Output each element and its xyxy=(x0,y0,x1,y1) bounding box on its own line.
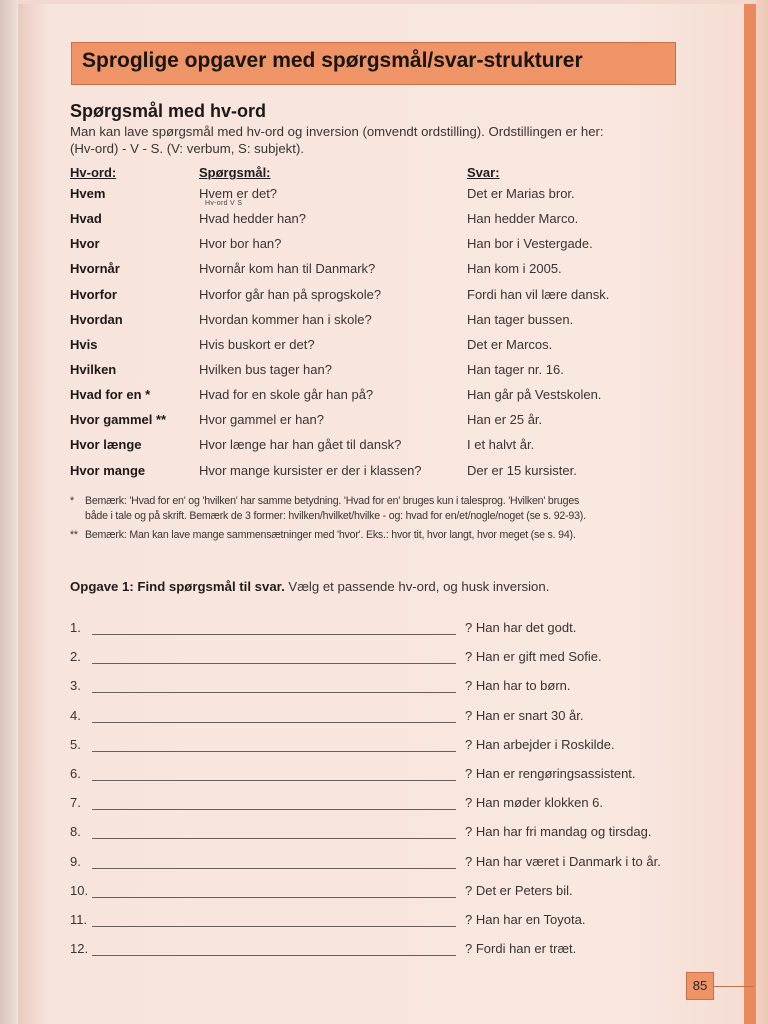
word-order-subscript: Hv-ord V S xyxy=(205,200,243,207)
answer-cell: I et halvt år. xyxy=(467,437,535,452)
page-number-rule xyxy=(714,986,754,987)
answer-blank-line[interactable] xyxy=(92,663,456,664)
table-row xyxy=(0,337,768,359)
task-heading xyxy=(70,579,549,594)
table-row xyxy=(0,236,768,258)
exercise-answer: ? Han er gift med Sofie. xyxy=(465,649,602,665)
exercise-number: 8. xyxy=(70,824,81,840)
answer-cell: Det er Marias bror. xyxy=(467,186,575,201)
exercise-answer: ? Han er snart 30 år. xyxy=(465,707,584,723)
answer-blank-line[interactable] xyxy=(92,634,456,635)
answer-cell: Han tager bussen. xyxy=(467,312,574,327)
question-cell: Hvis buskort er det? xyxy=(199,337,315,352)
answer-cell: Han går på Vestskolen. xyxy=(467,387,602,402)
intro-text xyxy=(70,123,680,157)
exercise-number: 5. xyxy=(70,736,81,752)
exercise-answer: ? Han har været i Danmark i to år. xyxy=(465,853,661,869)
answer-cell: Han bor i Vestergade. xyxy=(467,236,593,251)
answer-blank-line[interactable] xyxy=(92,780,456,781)
note-2 xyxy=(70,528,680,543)
question-cell: Hvor gammel er han? xyxy=(199,412,324,427)
exercise-answer: ? Han har to børn. xyxy=(465,678,571,694)
question-cell: Hvad for en skole går han på? xyxy=(199,387,374,402)
note-2-line-1: Bemærk: Man kan lave mange sammensætninger med 'hvor'. Eks.: hvor tit, hvor langt, hvor meget (se s. 94). xyxy=(85,529,576,541)
answer-blank-line[interactable] xyxy=(92,868,456,869)
table-row xyxy=(0,261,768,283)
exercise-answer: ? Han møder klokken 6. xyxy=(465,795,604,811)
question-cell: Hvorfor går han på sprogskole? xyxy=(199,287,382,302)
exercise-answer: ? Han har en Toyota. xyxy=(465,912,586,927)
answer-blank-line[interactable] xyxy=(92,692,456,693)
hv-word-cell: Hvis xyxy=(70,337,98,352)
question-cell: Hvem er det? xyxy=(199,186,278,201)
exercise-row xyxy=(0,941,768,963)
exercise-answer: ? Han arbejder i Roskilde. xyxy=(465,736,615,752)
table-row xyxy=(0,362,768,384)
note-2-mark: ** xyxy=(70,529,78,541)
answer-blank-line[interactable] xyxy=(92,897,456,898)
hv-word-cell: Hvad xyxy=(70,211,102,226)
page-title: Sproglige opgaver med spørgsmål/svar-strukturer xyxy=(82,49,583,72)
answer-cell: Han tager nr. 16. xyxy=(467,362,564,377)
exercise-row xyxy=(0,620,768,642)
table-row xyxy=(0,412,768,434)
hv-word-cell: Hvorfor xyxy=(70,287,117,302)
hv-word-cell: Hvilken xyxy=(70,362,117,377)
exercise-number: 11. xyxy=(70,912,88,927)
exercise-row xyxy=(0,678,768,700)
answer-cell: Han hedder Marco. xyxy=(467,211,579,226)
task-label: Opgave 1: Find spørgsmål til svar. xyxy=(70,579,285,594)
question-cell: Hvad hedder han? xyxy=(199,211,306,226)
exercise-row xyxy=(0,824,768,846)
column-header-answer: Svar: xyxy=(467,165,500,180)
exercise-row xyxy=(0,912,768,934)
question-cell: Hvor bor han? xyxy=(199,236,282,251)
hv-word-cell: Hvor mange xyxy=(70,463,146,478)
column-header-hv-ord: Hv-ord: xyxy=(70,165,117,180)
question-cell: Hvornår kom han til Danmark? xyxy=(199,261,376,276)
exercise-answer: ? Han er rengøringsassistent. xyxy=(465,766,636,781)
table-row xyxy=(0,463,768,485)
question-cell: Hvilken bus tager han? xyxy=(199,362,332,377)
table-row xyxy=(0,287,768,309)
answer-cell: Fordi han vil lære dansk. xyxy=(467,287,610,302)
exercise-number: 12. xyxy=(70,941,89,957)
exercise-row xyxy=(0,737,768,759)
answer-cell: Der er 15 kursister. xyxy=(467,463,577,478)
exercise-row xyxy=(0,883,768,905)
answer-blank-line[interactable] xyxy=(92,809,456,810)
page-number: 85 xyxy=(686,972,714,1000)
hv-word-cell: Hvor længe xyxy=(70,437,142,452)
hv-word-cell: Hvordan xyxy=(70,312,123,327)
question-cell: Hvor længe har han gået til dansk? xyxy=(199,437,402,452)
table-row xyxy=(0,437,768,459)
answer-cell: Det er Marcos. xyxy=(467,337,553,352)
exercise-answer: ? Han har fri mandag og tirsdag. xyxy=(465,824,652,840)
note-1-mark: * xyxy=(70,495,74,507)
hv-word-cell: Hvem xyxy=(70,186,106,201)
column-header-question: Spørgsmål: xyxy=(199,165,271,180)
exercise-number: 7. xyxy=(70,795,81,811)
task-instruction: Vælg et passende hv-ord, og husk inversion. xyxy=(284,579,550,594)
table-row xyxy=(0,186,768,208)
exercise-row xyxy=(0,795,768,817)
title-banner xyxy=(71,42,676,85)
table-row xyxy=(0,312,768,334)
exercise-number: 10. xyxy=(70,882,89,898)
exercise-number: 9. xyxy=(70,853,81,869)
answer-blank-line[interactable] xyxy=(92,838,456,839)
answer-blank-line[interactable] xyxy=(92,926,456,927)
hv-word-cell: Hvor xyxy=(70,236,100,251)
hv-word-cell: Hvor gammel ** xyxy=(70,412,167,427)
table-row xyxy=(0,387,768,409)
question-cell: Hvor mange kursister er der i klassen? xyxy=(199,463,422,478)
exercise-row xyxy=(0,649,768,671)
note-1 xyxy=(70,494,680,524)
exercise-row xyxy=(0,708,768,730)
note-1-line-1: Bemærk: 'Hvad for en' og 'hvilken' har samme betydning. 'Hvad for en' bruges kun i talesprog. 'Hvilken' bruges xyxy=(85,495,580,507)
answer-cell: Han kom i 2005. xyxy=(467,261,562,276)
hv-word-cell: Hvad for en * xyxy=(70,387,151,402)
answer-cell: Han er 25 år. xyxy=(467,412,543,427)
exercise-row xyxy=(0,766,768,788)
intro-line-1: Man kan lave spørgsmål med hv-ord og inversion (omvendt ordstilling). Ordstillingen er her: xyxy=(70,124,604,139)
exercise-answer: ? Det er Peters bil. xyxy=(465,882,573,898)
answer-blank-line[interactable] xyxy=(92,751,456,752)
answer-blank-line[interactable] xyxy=(92,722,456,723)
question-cell: Hvordan kommer han i skole? xyxy=(199,312,372,327)
exercise-number: 4. xyxy=(70,707,81,723)
exercise-answer: ? Fordi han er træt. xyxy=(465,941,577,957)
hv-word-cell: Hvornår xyxy=(70,261,120,276)
exercise-row xyxy=(0,854,768,876)
exercise-number: 1. xyxy=(70,620,81,635)
exercise-number: 6. xyxy=(70,766,81,781)
section-heading: Spørgsmål med hv-ord xyxy=(70,101,267,121)
exercise-number: 3. xyxy=(70,678,81,694)
answer-blank-line[interactable] xyxy=(92,955,456,956)
note-1-line-2: både i tale og på skrift. Bemærk de 3 former: hvilken/hvilket/hvilke - og: hvad for en/et/nogle/noget (se s. 92-93). xyxy=(85,510,586,522)
exercise-answer: ? Han har det godt. xyxy=(465,620,577,635)
intro-line-2: (Hv-ord) - V - S. (V: verbum, S: subjekt). xyxy=(70,141,305,156)
exercise-number: 2. xyxy=(70,649,81,665)
table-row xyxy=(0,211,768,233)
